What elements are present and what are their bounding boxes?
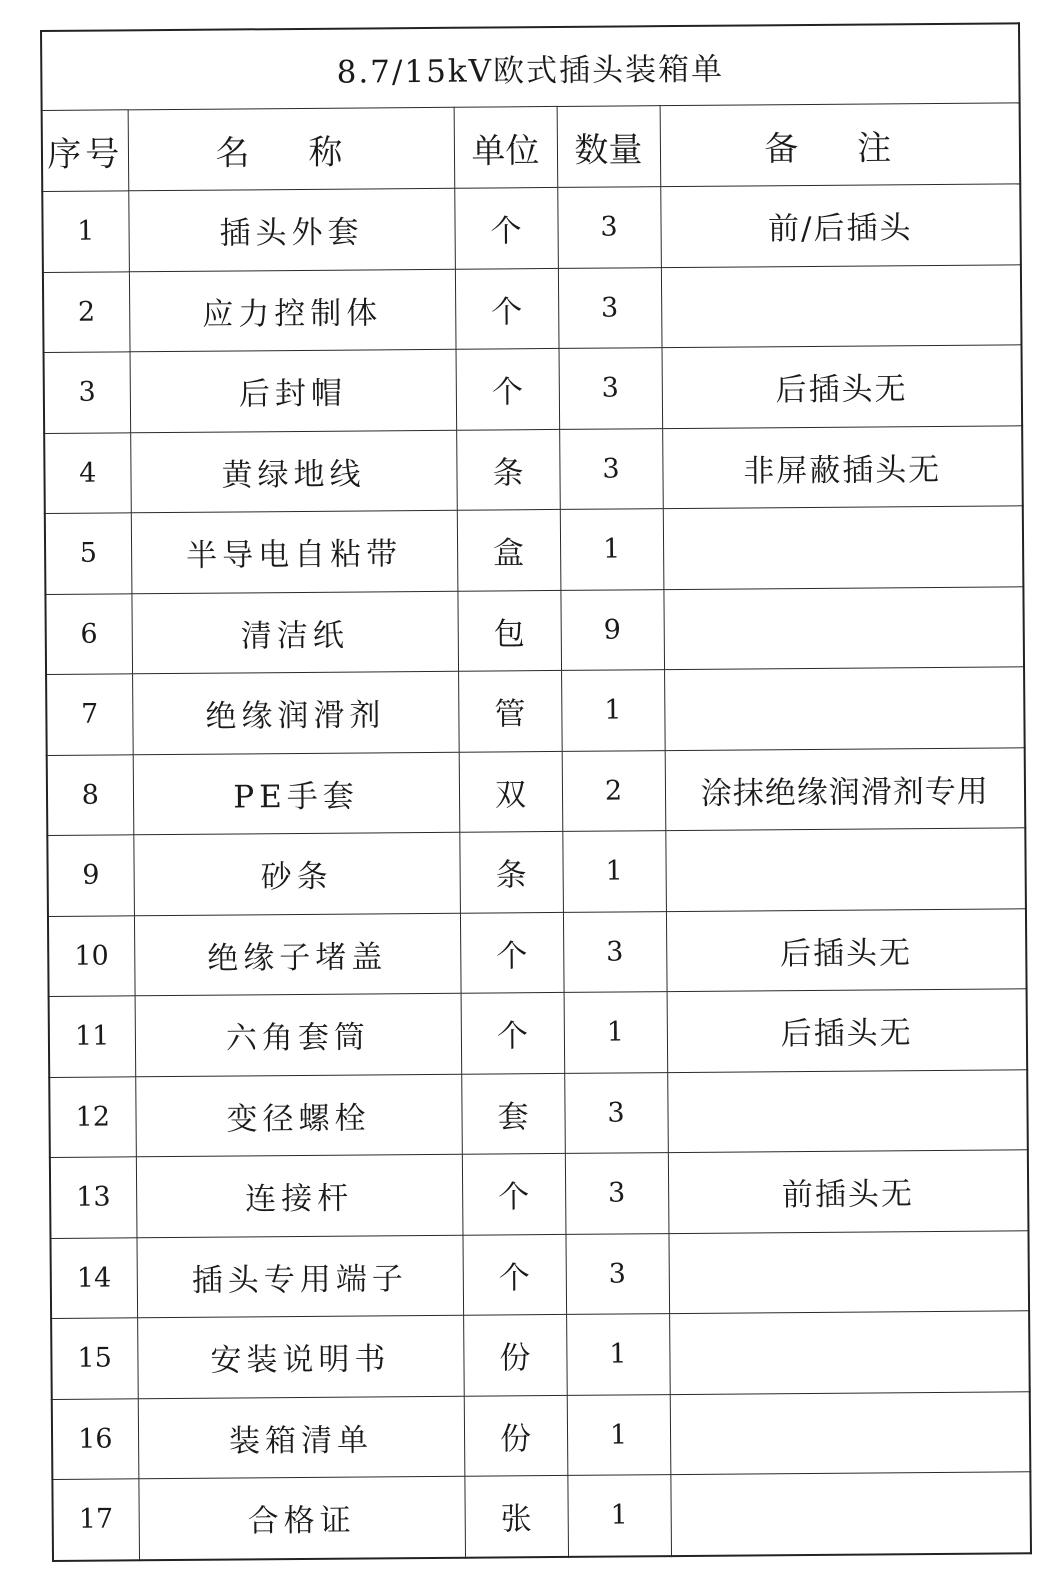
row-quantity: 3	[563, 911, 667, 992]
row-remarks	[665, 828, 1026, 911]
row-unit: 份	[464, 1395, 568, 1476]
header-quantity: 数量	[557, 106, 661, 188]
row-unit: 盒	[457, 509, 561, 590]
row-unit: 管	[458, 670, 562, 751]
row-serial-number: 17	[52, 1479, 139, 1561]
table-row	[52, 1472, 1031, 1561]
row-item-name: 黄绿地线	[130, 430, 457, 513]
table-row	[45, 586, 1024, 674]
row-quantity: 3	[558, 267, 662, 348]
header-remarks: 备 注	[660, 103, 1021, 187]
row-serial-number: 13	[50, 1157, 137, 1238]
header-row	[42, 103, 1021, 192]
header-serial-number: 序号	[42, 110, 129, 192]
table-row	[51, 1311, 1030, 1399]
row-remarks: 非屏蔽插头无	[662, 425, 1023, 508]
row-unit: 份	[463, 1314, 567, 1395]
row-serial-number: 2	[43, 271, 130, 352]
row-quantity: 3	[559, 428, 663, 509]
row-item-name: 清洁纸	[131, 591, 458, 674]
row-serial-number: 7	[46, 674, 133, 755]
row-serial-number: 8	[47, 754, 134, 835]
row-quantity: 2	[562, 750, 666, 831]
row-item-name: 后封帽	[130, 349, 457, 432]
row-unit: 个	[460, 912, 564, 993]
table-row	[47, 828, 1026, 916]
row-unit: 个	[454, 187, 558, 268]
table-row	[50, 1150, 1029, 1238]
row-item-name: 六角套筒	[135, 993, 462, 1076]
row-remarks	[670, 1472, 1031, 1556]
row-unit: 个	[461, 992, 565, 1073]
header-item-name: 名 称	[128, 107, 455, 191]
header-unit: 单位	[454, 106, 558, 188]
row-serial-number: 4	[44, 432, 131, 513]
row-unit: 套	[461, 1073, 565, 1154]
row-item-name: 插头外套	[128, 188, 455, 271]
row-remarks: 涂抹绝缘润滑剂专用	[665, 747, 1026, 830]
row-item-name: 装箱清单	[138, 1396, 465, 1479]
row-quantity: 1	[561, 670, 665, 751]
row-remarks: 后插头无	[666, 908, 1027, 991]
row-serial-number: 10	[48, 915, 135, 996]
row-item-name: 合格证	[138, 1476, 465, 1560]
row-remarks: 前/后插头	[660, 184, 1021, 267]
row-remarks	[669, 1311, 1030, 1394]
packing-list-table	[40, 22, 1032, 1561]
row-serial-number: 5	[45, 513, 132, 594]
table-row	[47, 747, 1026, 835]
row-serial-number: 14	[50, 1237, 137, 1318]
row-remarks	[663, 506, 1024, 589]
row-quantity: 1	[567, 1394, 671, 1475]
row-remarks	[663, 586, 1024, 669]
row-unit: 包	[457, 590, 561, 671]
table-row	[45, 506, 1024, 594]
row-serial-number: 1	[42, 191, 129, 272]
row-item-name: 砂条	[133, 832, 460, 915]
row-quantity: 9	[560, 589, 664, 670]
row-item-name: PE手套	[133, 752, 460, 835]
row-item-name: 半导电自粘带	[131, 510, 458, 593]
row-remarks	[668, 1230, 1029, 1313]
table-row	[42, 184, 1021, 272]
row-remarks	[661, 264, 1022, 347]
title-row	[41, 23, 1020, 110]
row-serial-number: 15	[51, 1318, 138, 1399]
row-item-name: 插头专用端子	[136, 1235, 463, 1318]
table-row	[46, 667, 1025, 755]
row-quantity: 1	[567, 1475, 671, 1557]
row-serial-number: 9	[47, 835, 134, 916]
row-item-name: 应力控制体	[129, 269, 456, 352]
row-item-name: 连接杆	[136, 1154, 463, 1237]
row-item-name: 绝缘子堵盖	[134, 913, 461, 996]
row-unit: 个	[462, 1234, 566, 1315]
row-remarks: 后插头无	[667, 989, 1028, 1072]
row-unit: 张	[464, 1475, 568, 1557]
row-unit: 条	[459, 831, 563, 912]
row-quantity: 3	[559, 348, 663, 429]
packing-list-body	[41, 23, 1031, 1560]
row-remarks	[670, 1391, 1031, 1474]
row-item-name: 安装说明书	[137, 1315, 464, 1398]
row-quantity: 3	[564, 1072, 668, 1153]
row-serial-number: 12	[49, 1076, 136, 1157]
row-quantity: 3	[565, 1153, 669, 1234]
row-quantity: 3	[565, 1233, 669, 1314]
row-quantity: 1	[562, 831, 666, 912]
table-row	[44, 345, 1023, 433]
table-row	[49, 989, 1028, 1077]
row-serial-number: 3	[44, 352, 131, 433]
row-quantity: 3	[557, 187, 661, 268]
row-remarks	[664, 667, 1025, 750]
row-unit: 个	[455, 268, 559, 349]
table-row	[43, 264, 1022, 352]
row-item-name: 绝缘润滑剂	[132, 671, 459, 754]
row-serial-number: 16	[52, 1398, 139, 1479]
row-remarks: 后插头无	[662, 345, 1023, 428]
row-quantity: 1	[566, 1314, 670, 1395]
table-row	[50, 1230, 1029, 1318]
row-quantity: 1	[560, 509, 664, 590]
row-serial-number: 6	[45, 593, 132, 674]
row-serial-number: 11	[49, 996, 136, 1077]
row-unit: 个	[456, 348, 560, 429]
document-title: 8.7/15kV欧式插头装箱单	[41, 23, 1020, 110]
row-item-name: 变径螺栓	[135, 1074, 462, 1157]
row-remarks: 前插头无	[668, 1150, 1029, 1233]
table-row	[44, 425, 1023, 513]
row-quantity: 1	[564, 992, 668, 1073]
row-unit: 条	[456, 429, 560, 510]
table-row	[49, 1069, 1028, 1157]
packing-list-sheet	[40, 22, 1030, 1540]
row-unit: 双	[459, 751, 563, 832]
table-row	[48, 908, 1027, 996]
row-unit: 个	[462, 1153, 566, 1234]
row-remarks	[667, 1069, 1028, 1152]
table-row	[52, 1391, 1031, 1479]
